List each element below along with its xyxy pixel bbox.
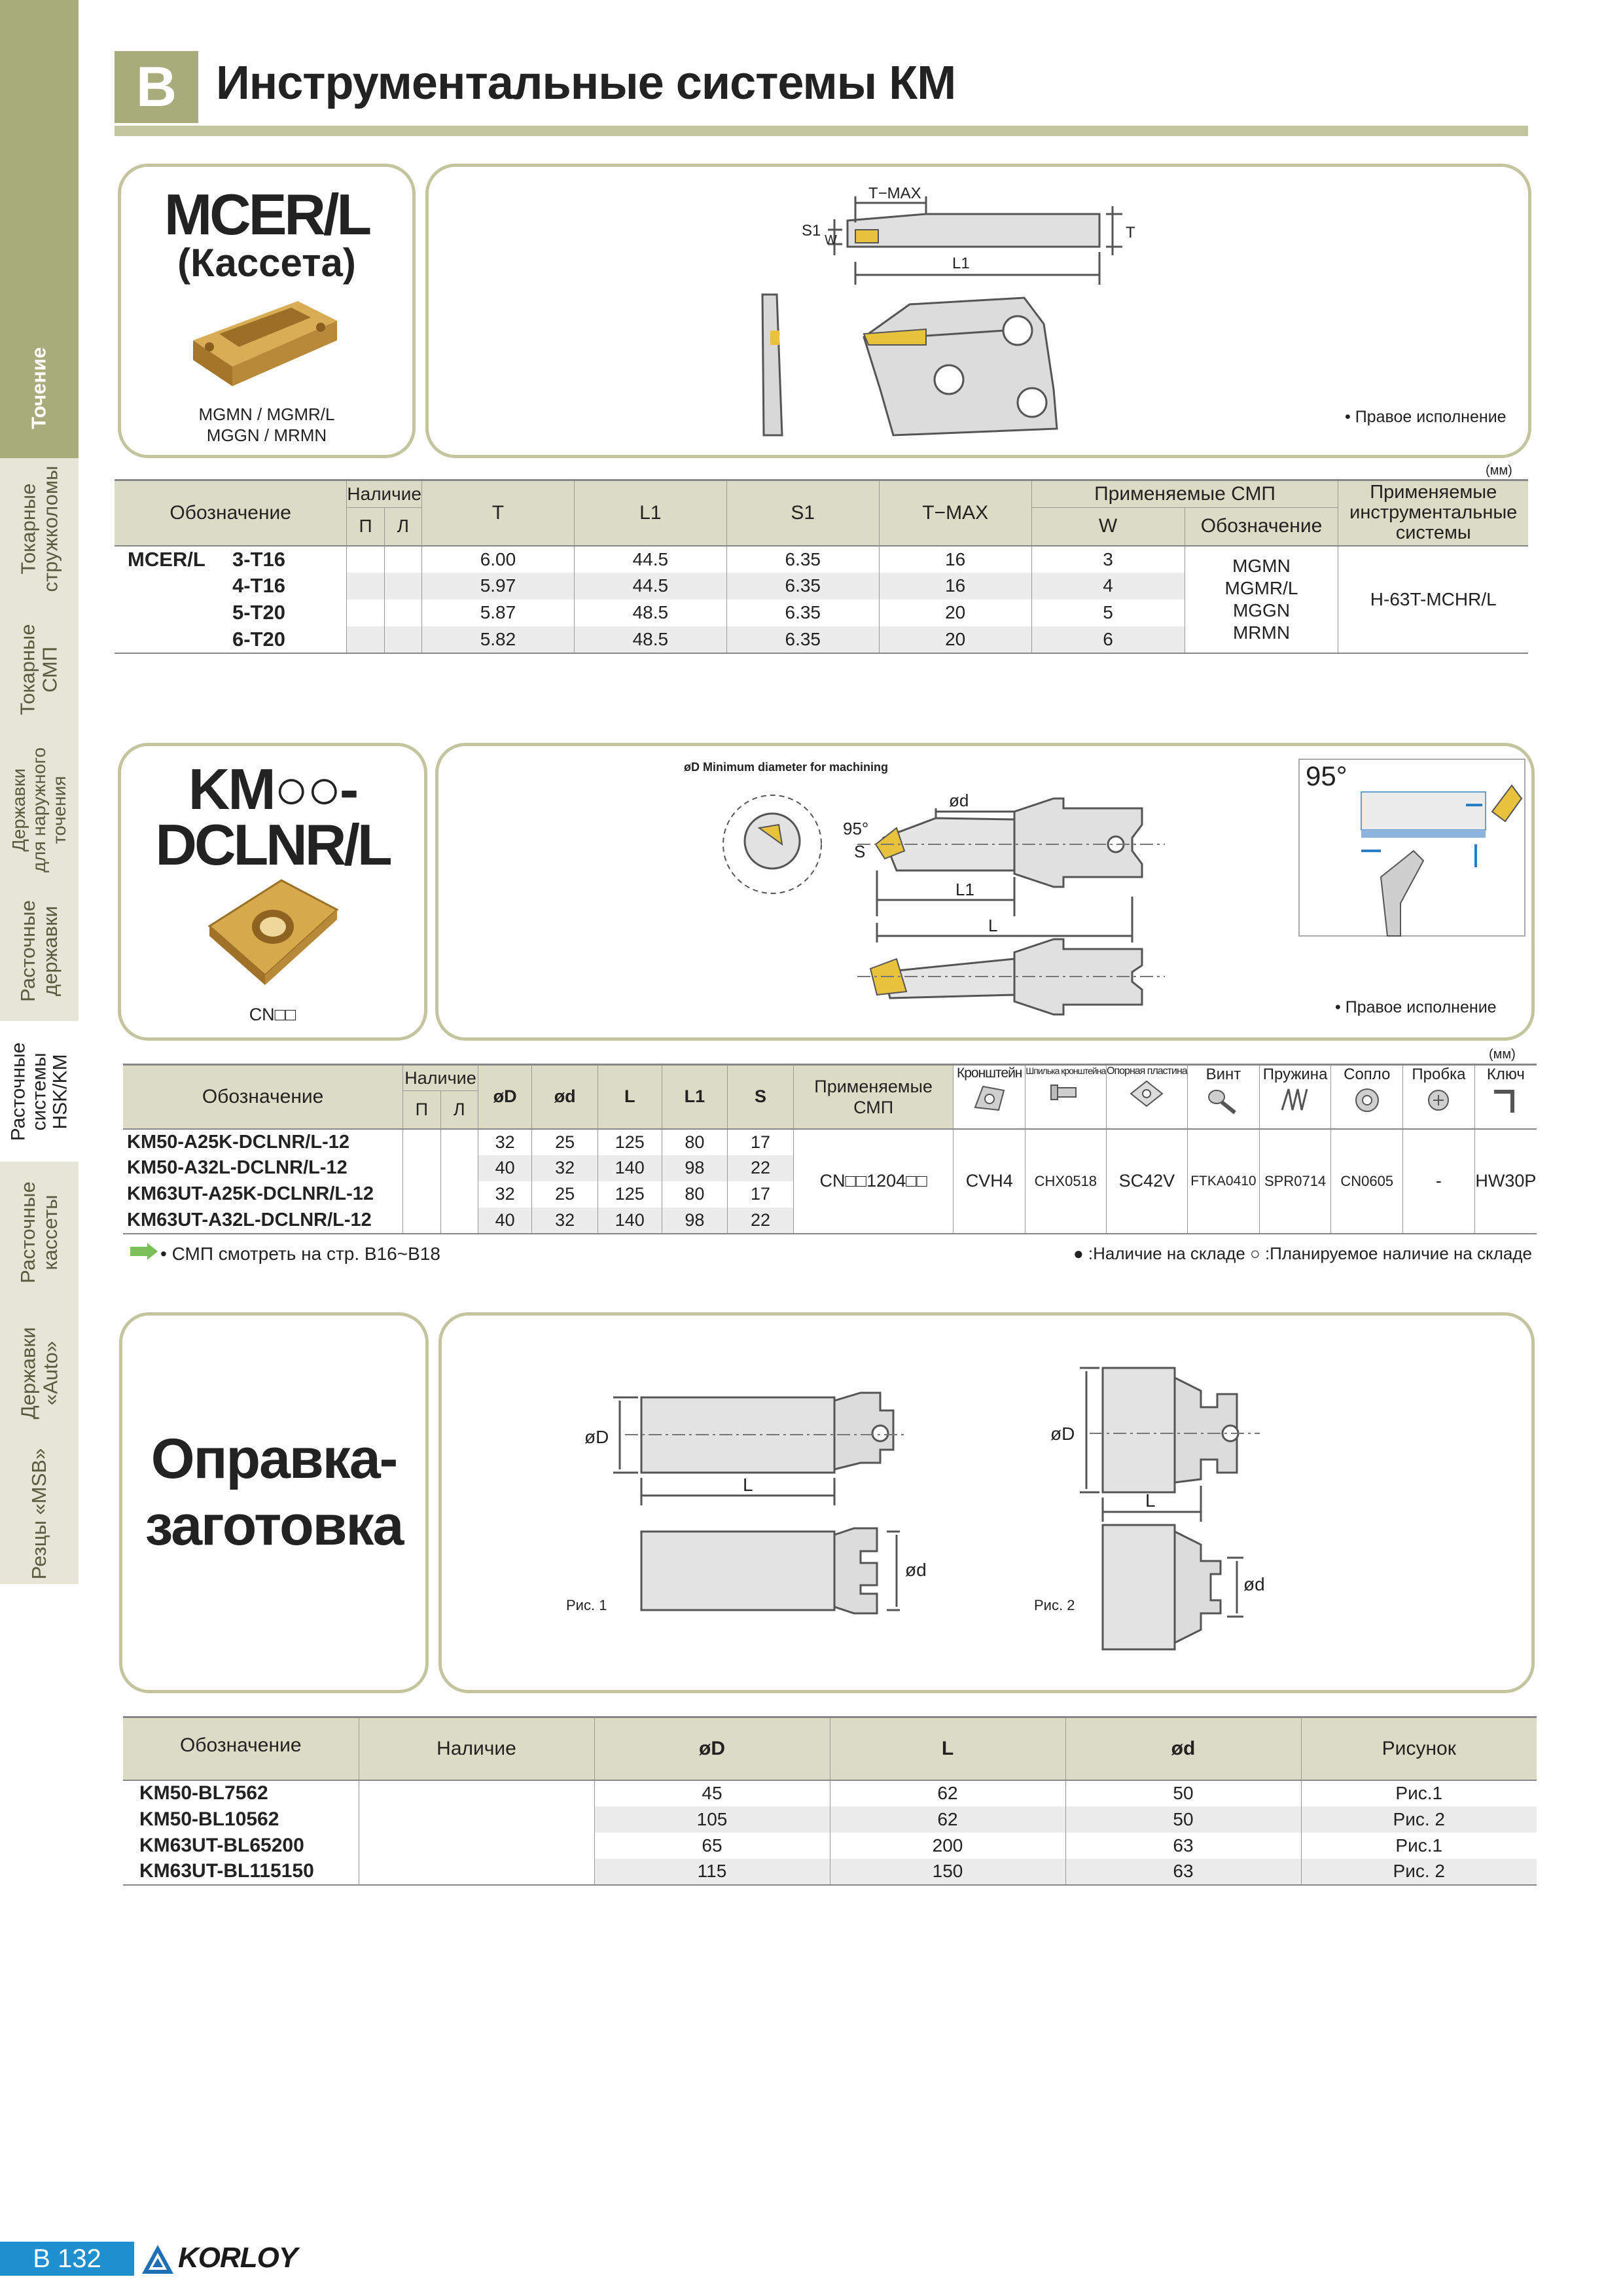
side-tab-inserts[interactable]: Токарные СМП: [0, 599, 79, 741]
cell: 6: [1031, 626, 1185, 653]
od-label: ød: [949, 791, 969, 810]
fig1-d: ød: [905, 1560, 927, 1580]
cell: 20: [879, 626, 1031, 653]
page-number: B 132: [33, 2244, 101, 2273]
cell: 17: [728, 1181, 794, 1208]
s1-h-designation: Обозначение: [115, 480, 347, 546]
s3-row-0-code: KM50-BL7562: [123, 1780, 359, 1806]
s2-h-L: L: [598, 1065, 662, 1129]
s3-table: [123, 1716, 1537, 1886]
blank-holder-drawing: [442, 1316, 1531, 1690]
cell: 3: [1031, 546, 1185, 573]
l1-label-2: L1: [955, 880, 974, 899]
cell: 80: [662, 1181, 728, 1208]
l1-label: L1: [952, 255, 970, 272]
cell: 80: [662, 1129, 728, 1155]
s1-insert-name-2: MGGN / MRMN: [206, 425, 327, 445]
side-tab-msb[interactable]: Резцы «MSB»: [0, 1443, 79, 1585]
s3-row-1-code: KM50-BL10562: [123, 1806, 359, 1833]
s2-drawing-box: [435, 743, 1535, 1041]
s1-h-l1: L1: [574, 480, 726, 546]
cnmg-insert-image: [196, 877, 347, 988]
side-tab-auto-holders[interactable]: Державки «Auto»: [0, 1302, 79, 1444]
cell: Рис. 2: [1393, 1861, 1445, 1881]
s2-acc-1: CHX0518: [1026, 1129, 1107, 1234]
cell: 63: [1065, 1859, 1301, 1885]
cell: 200: [830, 1833, 1065, 1859]
s3-row-2-code: KM63UT-BL65200: [123, 1833, 359, 1859]
cell: 62: [830, 1780, 1065, 1806]
s2-stock-legend: ● :Наличие на складе ○ :Планируемое наличие на складе: [1073, 1244, 1532, 1263]
pin-icon: [1046, 1076, 1085, 1109]
header-rule: [115, 126, 1528, 136]
cell: 45: [594, 1780, 830, 1806]
cell: 98: [662, 1208, 728, 1234]
s1-title-box: [118, 164, 416, 458]
table-row: 6-T20: [115, 626, 347, 653]
cell: 32: [478, 1181, 532, 1208]
cell: 5.82: [421, 626, 574, 653]
fig2-L: L: [1145, 1490, 1156, 1511]
cell: 140: [598, 1208, 662, 1234]
cell: 6.35: [726, 573, 879, 600]
s2-acc-4: SPR0714: [1259, 1129, 1331, 1234]
s3-h-designation: Обозначение: [123, 1717, 359, 1780]
s2-title-box: [118, 743, 427, 1041]
s1-h-tmax: T−MAX: [879, 480, 1031, 546]
s1-h-t: T: [421, 480, 574, 546]
s2-h-inserts: Применяемые СМП: [793, 1065, 954, 1129]
acc-col-6: Пробка: [1403, 1065, 1475, 1129]
cell: 4: [1031, 573, 1185, 600]
s2-note-ref: • СМП смотреть на стр. B16~B18: [160, 1244, 440, 1264]
bracket-icon: [970, 1081, 1009, 1114]
cell: 5.97: [421, 573, 574, 600]
cell: 62: [830, 1806, 1065, 1833]
tmax-label: T−MAX: [868, 185, 921, 202]
cell: 40: [478, 1155, 532, 1181]
cell: 16: [879, 573, 1031, 600]
cell: 25: [532, 1181, 598, 1208]
s3-title-2: заготовка: [145, 1494, 403, 1557]
s1-h-l: Л: [384, 508, 421, 546]
s1-subtitle: (Кассета): [177, 241, 356, 285]
cell: 40: [478, 1208, 532, 1234]
cell: 22: [728, 1208, 794, 1234]
cell: 20: [879, 600, 1031, 626]
s2-table: [123, 1064, 1537, 1234]
s2-row-3-code: KM63UT-A32L-DCLNR/L-12: [123, 1208, 403, 1234]
table-row: 5-T20: [115, 600, 347, 626]
plug-icon: [1419, 1084, 1458, 1117]
acc-col-5: Сопло: [1331, 1065, 1403, 1129]
cell: 48.5: [574, 600, 726, 626]
angle-big-label: 95°: [1306, 761, 1347, 791]
s1-h-systems: Применяемые инструментальные системы: [1349, 482, 1518, 544]
cell: 22: [728, 1155, 794, 1181]
cell: 44.5: [574, 573, 726, 600]
s2-h-L1: L1: [662, 1065, 728, 1129]
s1-h-ins-des: Обозначение: [1185, 508, 1338, 546]
s2-insert: CN□□1204□□: [793, 1129, 954, 1234]
cell: 5: [1031, 600, 1185, 626]
s2-title-2: DCLNR/L: [155, 812, 390, 877]
page-number-tab: [0, 2242, 134, 2276]
s2-h-designation: Обозначение: [123, 1065, 403, 1129]
l-label-2: L: [988, 916, 998, 935]
fig1-D: øD: [584, 1427, 609, 1447]
w-label: W: [825, 233, 837, 247]
s3-h-stock: Наличие: [359, 1717, 594, 1780]
s2-row-1-code: KM50-A32L-DCLNR/L-12: [123, 1155, 403, 1181]
cell: 5.87: [421, 600, 574, 626]
fig2-caption: Рис. 2: [1034, 1597, 1075, 1613]
acc-col-3: Винт: [1188, 1065, 1260, 1129]
cell: 6.35: [726, 626, 879, 653]
acc-col-4: Пружина: [1259, 1065, 1331, 1129]
s1-h-p: П: [347, 508, 384, 546]
cell: 17: [728, 1129, 794, 1155]
s3-h-fig: Рисунок: [1382, 1737, 1456, 1759]
s2-h-D: øD: [478, 1065, 532, 1129]
s2-acc-2: SC42V: [1106, 1129, 1187, 1234]
s2-acc-3: FTKA0410: [1188, 1129, 1260, 1234]
acc-col-7: Ключ: [1474, 1065, 1537, 1129]
acc-col-1: Шпилька кронштейна: [1026, 1065, 1107, 1129]
s3-row-3-code: KM63UT-BL115150: [123, 1859, 359, 1885]
cell: 125: [598, 1129, 662, 1155]
s2-acc-6: -: [1403, 1129, 1475, 1234]
s1-insert-name-1: MGMN / MGMR/L: [198, 404, 335, 424]
cell: 125: [598, 1181, 662, 1208]
s3-title-1: Оправка-: [151, 1427, 397, 1490]
min-dia-label: øD Minimum diameter for machining: [684, 761, 889, 774]
s2-title-1: KM○○-: [188, 757, 357, 821]
fig2-D: øD: [1050, 1424, 1075, 1444]
s1-system: H-63T-MCHR/L: [1370, 588, 1497, 609]
key-icon: [1486, 1084, 1525, 1117]
cell: 32: [478, 1129, 532, 1155]
fig1-L: L: [743, 1475, 753, 1495]
acc-col-2: Опорная пластина: [1106, 1065, 1187, 1129]
cell: 6.00: [421, 546, 574, 573]
s1-family: MCER/L: [128, 547, 205, 571]
cell: 6.35: [726, 600, 879, 626]
cell: Рис.1: [1395, 1835, 1443, 1856]
cell: 98: [662, 1155, 728, 1181]
s3-drawing-box: [438, 1312, 1535, 1693]
s1-h-w: W: [1031, 508, 1185, 546]
spring-icon: [1275, 1084, 1315, 1117]
nozzle-icon: [1347, 1084, 1387, 1117]
section-badge: B: [115, 51, 198, 123]
s2-acc-5: CN0605: [1331, 1129, 1403, 1234]
s1-h-stock: Наличие: [347, 480, 422, 508]
cell: 25: [532, 1129, 598, 1155]
cell: 50: [1065, 1806, 1301, 1833]
cell: 65: [594, 1833, 830, 1859]
s1-code: 3-T16: [232, 547, 285, 571]
s1-label: S1: [802, 222, 821, 240]
side-tab-boring-cartridges[interactable]: Расточные кассеты: [0, 1162, 79, 1304]
fig2-d: ød: [1243, 1574, 1265, 1594]
s3-h-L: L: [830, 1717, 1065, 1780]
screw-icon: [1204, 1084, 1243, 1117]
cell: 63: [1065, 1833, 1301, 1859]
s1-h-s1: S1: [726, 480, 879, 546]
cell: 50: [1065, 1780, 1301, 1806]
side-tab-boring-hsk-km[interactable]: Расточные системы HSK/KM: [0, 1021, 79, 1163]
t-label: T: [1126, 224, 1135, 242]
s1-table: [115, 479, 1528, 654]
cell: 6.35: [726, 546, 879, 573]
cell: 140: [598, 1155, 662, 1181]
s1-title: MCER/L: [164, 182, 370, 247]
s3-title-box: [119, 1312, 429, 1693]
s1-units: (мм): [1486, 463, 1512, 478]
km-dclnr-drawing: [438, 746, 1531, 1037]
s2-right-hand-note: • Правое исполнение: [1335, 998, 1497, 1016]
cell: 32: [532, 1155, 598, 1181]
korloy-logo-icon: [141, 2244, 175, 2275]
s2-h-S: S: [728, 1065, 794, 1129]
cell: 32: [532, 1208, 598, 1234]
s2-h-d: ød: [532, 1065, 598, 1129]
s2-acc-0: CVH4: [954, 1129, 1026, 1234]
page-title: Инструментальные системы КМ: [216, 57, 956, 109]
s2-h-stock: Наличие: [403, 1065, 478, 1091]
cell: 115: [594, 1859, 830, 1885]
cell: Рис.1: [1395, 1783, 1443, 1803]
side-tab-chipbreakers[interactable]: Токарные стружколомы: [0, 458, 79, 600]
s2-row-2-code: KM63UT-A25K-DCLNR/L-12: [123, 1181, 403, 1208]
s2-h-p: П: [403, 1091, 440, 1129]
acc-col-0: Кронштейн: [954, 1065, 1026, 1129]
table-row: [115, 546, 347, 573]
side-tab-blank: [0, 0, 79, 319]
arrow-icon: [128, 1242, 160, 1261]
side-tab-boring-bars[interactable]: Расточные державки: [0, 880, 79, 1022]
cell: 150: [830, 1859, 1065, 1885]
s1-right-hand-note: • Правое исполнение: [1345, 408, 1507, 426]
side-tab-external-holders[interactable]: Державки для наружного точения: [0, 740, 79, 882]
s2-row-0-code: KM50-A25K-DCLNR/L-12: [123, 1129, 403, 1155]
shim-icon: [1127, 1077, 1166, 1110]
s2-h-l: Л: [440, 1091, 478, 1129]
s3-h-d: ød: [1065, 1717, 1301, 1780]
s2-units: (мм): [1489, 1047, 1516, 1062]
brand-name: KORLOY: [178, 2242, 298, 2274]
angle-label: 95°: [843, 819, 869, 838]
cell: 105: [594, 1806, 830, 1833]
table-row: 4-T16: [115, 573, 347, 600]
s2-acc-7: HW30P: [1475, 1171, 1537, 1191]
s-label: S: [854, 842, 866, 861]
cell: 44.5: [574, 546, 726, 573]
cell: Рис. 2: [1393, 1808, 1445, 1829]
mgmn-insert-image: [180, 288, 350, 393]
s1-h-inserts: Применяемые СМП: [1031, 480, 1338, 508]
cell: 48.5: [574, 626, 726, 653]
fig1-caption: Рис. 1: [566, 1597, 607, 1613]
s2-insert-name: CN□□: [249, 1005, 296, 1024]
side-tab-turning[interactable]: Точение: [0, 317, 79, 459]
s1-insert-list: MGMN MGMR/L MGGN MRMN: [1185, 546, 1338, 653]
s1-drawing-box: [425, 164, 1531, 458]
s3-h-D: øD: [594, 1717, 830, 1780]
cell: 16: [879, 546, 1031, 573]
